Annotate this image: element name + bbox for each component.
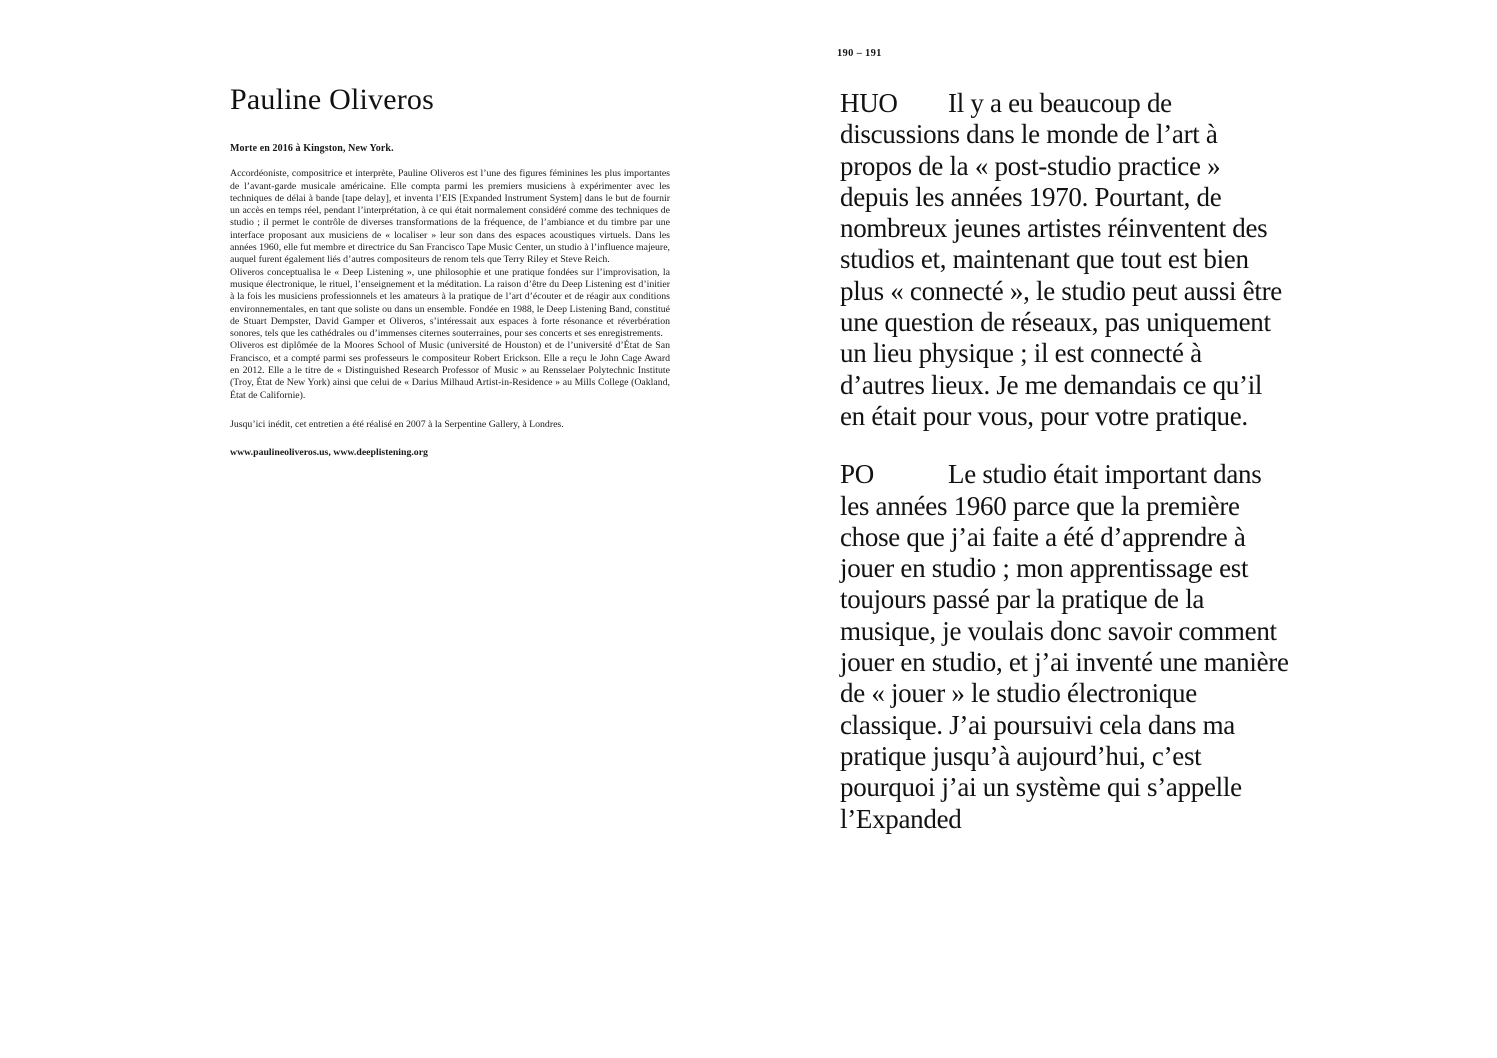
interview-paragraph [840, 459, 1292, 835]
speaker-label: HUO [840, 88, 898, 118]
left-page [230, 84, 670, 460]
bio-paragraph: Oliveros conceptualisa le « Deep Listening », une philosophie et une pratique fondées sur l’improvisation, la musique électronique, le rituel, l’enseignement et la méditation. La raison d’être du Deep Listening est d’initier à la fois les musiciens professionnels et les amateurs à la pratique de l’art d’écouter et de réagir aux conditions environnementales, en tant que soliste ou dans un ensemble. Fondée en 1988, le Deep Listening Band, constitué de Stuart Dempster, David Gamper et Oliveros, s’intéressait aux espaces à forte résonance et réverbération sonores, tels que les cathédrales ou d’immenses citernes souterraines, pour ses concerts et ses enregistrements. [230, 266, 670, 340]
person-bio [230, 168, 670, 402]
page-title: Pauline Oliveros [230, 83, 435, 116]
interview-source-note: Jusqu’ici inédit, cet entretien a été réalisé en 2007 à la Serpentine Gallery, à Londres. [230, 418, 564, 430]
speaker-text: Le studio était important dans les années 1960 parce que la première chose que j’ai faite a été d’apprendre à jouer en studio ; mon apprentissage est toujours passé par la pratique de la musique, je voulais donc savoir comment jouer en studio, et j’ai inventé une manière de « jouer » le studio électronique classique. J’ai poursuivi cela dans ma pratique jusqu’à aujourd’hui, c’est pourquoi j’ai un système qui s’appelle l’Expanded [840, 459, 1289, 834]
bio-paragraph: Oliveros est diplômée de la Moores School of Music (université de Houston) et de l’université d’État de San Francisco, et a compté parmi ses professeurs le compositeur Robert Erickson. Elle a reçu le John Cage Award en 2012. Elle a le titre de « Distinguished Research Professor of Music » au Rensselaer Polytechnic Institute (Troy, État de New York) ainsi que celui de « Darius Milhaud Artist-in-Residence » au Mills College (Oakland, État de Californie). [230, 340, 670, 401]
speaker-label: PO [840, 459, 874, 490]
bio-paragraph: Accordéoniste, compositrice et interprète, Pauline Oliveros est l’une des figures féminines les plus importantes de l’avant-garde musicale américaine. Elle compta parmi les premiers musiciens à expérimenter avec les techniques de délai à bande [tape delay], et inventa l’EIS [Expanded Instrument System] dans le but de fournir un accès en temps réel, pendant l’interprétation, à ce qui était normalement considéré comme des techniques de studio ; il permet le contrôle de diverses transformations de la fréquence, de l’ambiance et du timbre par une interface proposant aux musiciens de « localiser » leur son dans des espaces acoustiques virtuels. Dans les années 1960, elle fut membre et directrice du San Francisco Tape Music Center, un studio à l’influence majeure, auquel furent également liés d’autres compositeurs de renom tels que Terry Riley et Steve Reich. [230, 168, 670, 266]
interview-paragraph [840, 88, 1292, 432]
person-dates: Morte en 2016 à Kingston, New York. [230, 143, 394, 154]
page-numbers: 190 – 191 [837, 48, 882, 59]
right-page-interview [840, 88, 1292, 835]
person-websites: www.paulineoliveros.us, www.deeplistening.org [230, 447, 428, 459]
speaker-text: Il y a eu beaucoup de discussions dans le monde de l’art à propos de la « post-studio practice » depuis les années 1970. Pourtant, de nombreux jeunes artistes réinventent des studios et, maintenant que tout est bien plus « connecté », le studio peut aussi être une question de réseaux, pas uniquement un lieu physique ; il est connecté à d’autres lieux. Je me demandais ce qu’il en était pour vous, pour votre pratique. [840, 88, 1282, 431]
